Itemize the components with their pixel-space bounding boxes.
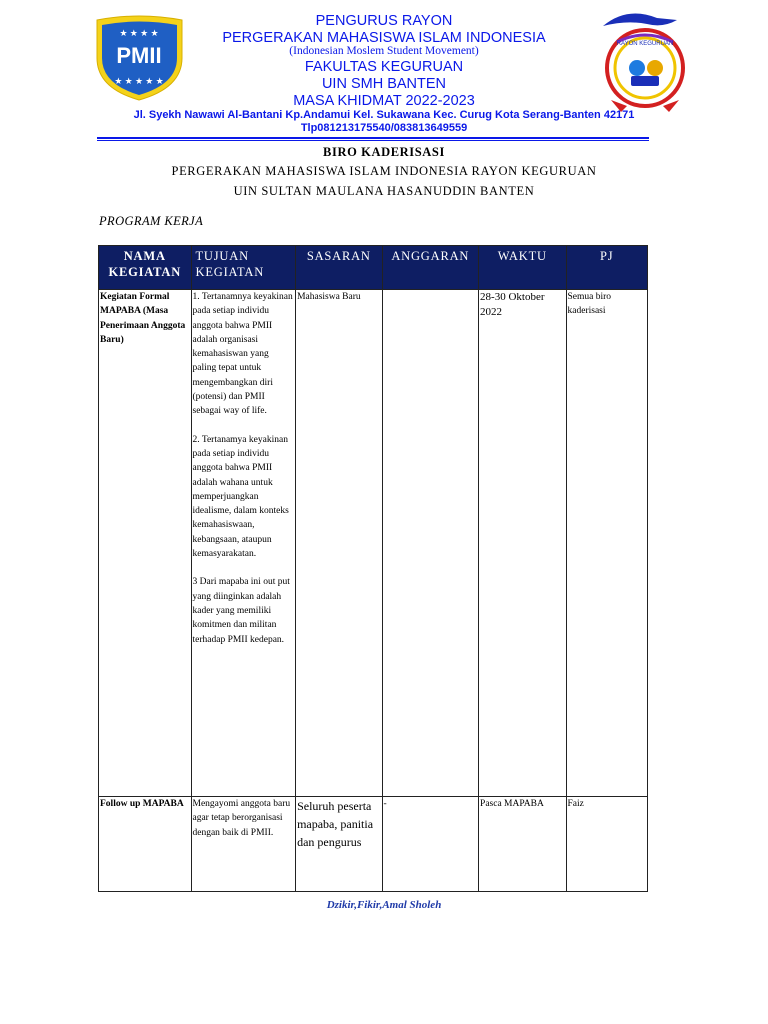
table-row: [99, 290, 648, 797]
cell-tujuan: [191, 290, 296, 797]
cell-waktu: Pasca MAPABA: [479, 797, 566, 892]
svg-text:★ ★ ★ ★: ★ ★ ★ ★: [119, 28, 159, 38]
letterhead-line-4: FAKULTAS KEGURUAN: [304, 59, 464, 75]
cell-anggaran: -: [382, 797, 479, 892]
col-header-anggaran: ANGGARAN: [382, 246, 479, 290]
footer-motto: Dzikir,Fikir,Amal Sholeh: [326, 899, 442, 911]
cell-sasaran: Mahasiswa Baru: [296, 290, 382, 797]
cell-nama: Follow up MAPABA: [99, 797, 192, 892]
cell-nama: Kegiatan Formal MAPABA (Masa Penerimaan Anggota Baru): [99, 290, 192, 797]
col-header-pj: PJ: [566, 246, 647, 290]
letterhead-line-3: (Indonesian Moslem Student Movement): [289, 45, 479, 57]
table-header-row: [99, 246, 648, 290]
letterhead-line-1: PENGURUS RAYON: [315, 13, 453, 29]
letterhead-phone: Tlp081213175540/083813649559: [300, 122, 468, 134]
letterhead-line-2: PERGERAKAN MAHASISWA ISLAM INDONESIA: [222, 30, 546, 46]
tujuan-point-2: 2. Tertanamya keyakinan pada setiap individu anggota bahwa PMII adalah wahana untuk memperjuangkan idealisme, dalam konteks kemahasiswaan, kebangsaan, ataupun kemasyarakatan.: [192, 434, 289, 560]
letterhead: [0, 0, 768, 140]
letterhead-rule-thin: [97, 140, 649, 141]
cell-sasaran: Seluruh peserta mapaba, panitia dan pengurus: [296, 797, 382, 892]
program-table: [98, 245, 648, 892]
col-header-sasaran: SASARAN: [296, 246, 382, 290]
cell-tujuan: Mengayomi anggota baru agar tetap berorganisasi dengan baik di PMII.: [191, 797, 296, 892]
section-heading: PROGRAM KERJA: [99, 214, 204, 228]
document-subtitle-2: UIN SULTAN MAULANA HASANUDDIN BANTEN: [233, 184, 535, 198]
svg-text:RAYON KEGURUAN: RAYON KEGURUAN: [616, 41, 674, 47]
col-header-waktu: WAKTU: [479, 246, 566, 290]
cell-anggaran: [382, 290, 479, 797]
tujuan-point-3: 3 Dari mapaba ini out put yang diinginkan adalah kader yang memiliki komitmen dan militan terhadap PMII kedepan.: [192, 577, 290, 645]
letterhead-line-6: MASA KHIDMAT 2022-2023: [293, 93, 475, 109]
document-subtitle: PERGERAKAN MAHASISWA ISLAM INDONESIA RAYON KEGURUAN: [171, 164, 597, 178]
col-header-tujuan: TUJUAN KEGIATAN: [191, 246, 296, 290]
document-title: BIRO KADERISASI: [323, 145, 445, 159]
tujuan-point-1: 1. Tertanamnya keyakinan pada setiap individu anggota bahwa PMII adalah organisasi kemahasiswan yang paling tepat untuk mengembangkan diri (potensi) dan PMII sebagai way of life.: [192, 292, 293, 417]
letterhead-address: Jl. Syekh Nawawi Al-Bantani Kp.Andamui Kel. Sukawana Kec. Curug Kota Serang-Banten 42171: [133, 109, 635, 121]
cell-pj: Semua biro kaderisasi: [566, 290, 647, 797]
cell-pj: Faiz: [566, 797, 647, 892]
col-header-nama: NAMA KEGIATAN: [99, 246, 192, 290]
svg-text:PMII: PMII: [116, 43, 162, 68]
letterhead-line-5: UIN SMH BANTEN: [321, 76, 447, 92]
svg-text:★ ★ ★ ★ ★: ★ ★ ★ ★ ★: [114, 76, 164, 86]
table-row: [99, 797, 648, 892]
letterhead-rule: [97, 137, 649, 139]
cell-waktu: 28-30 Oktober 2022: [479, 290, 566, 797]
